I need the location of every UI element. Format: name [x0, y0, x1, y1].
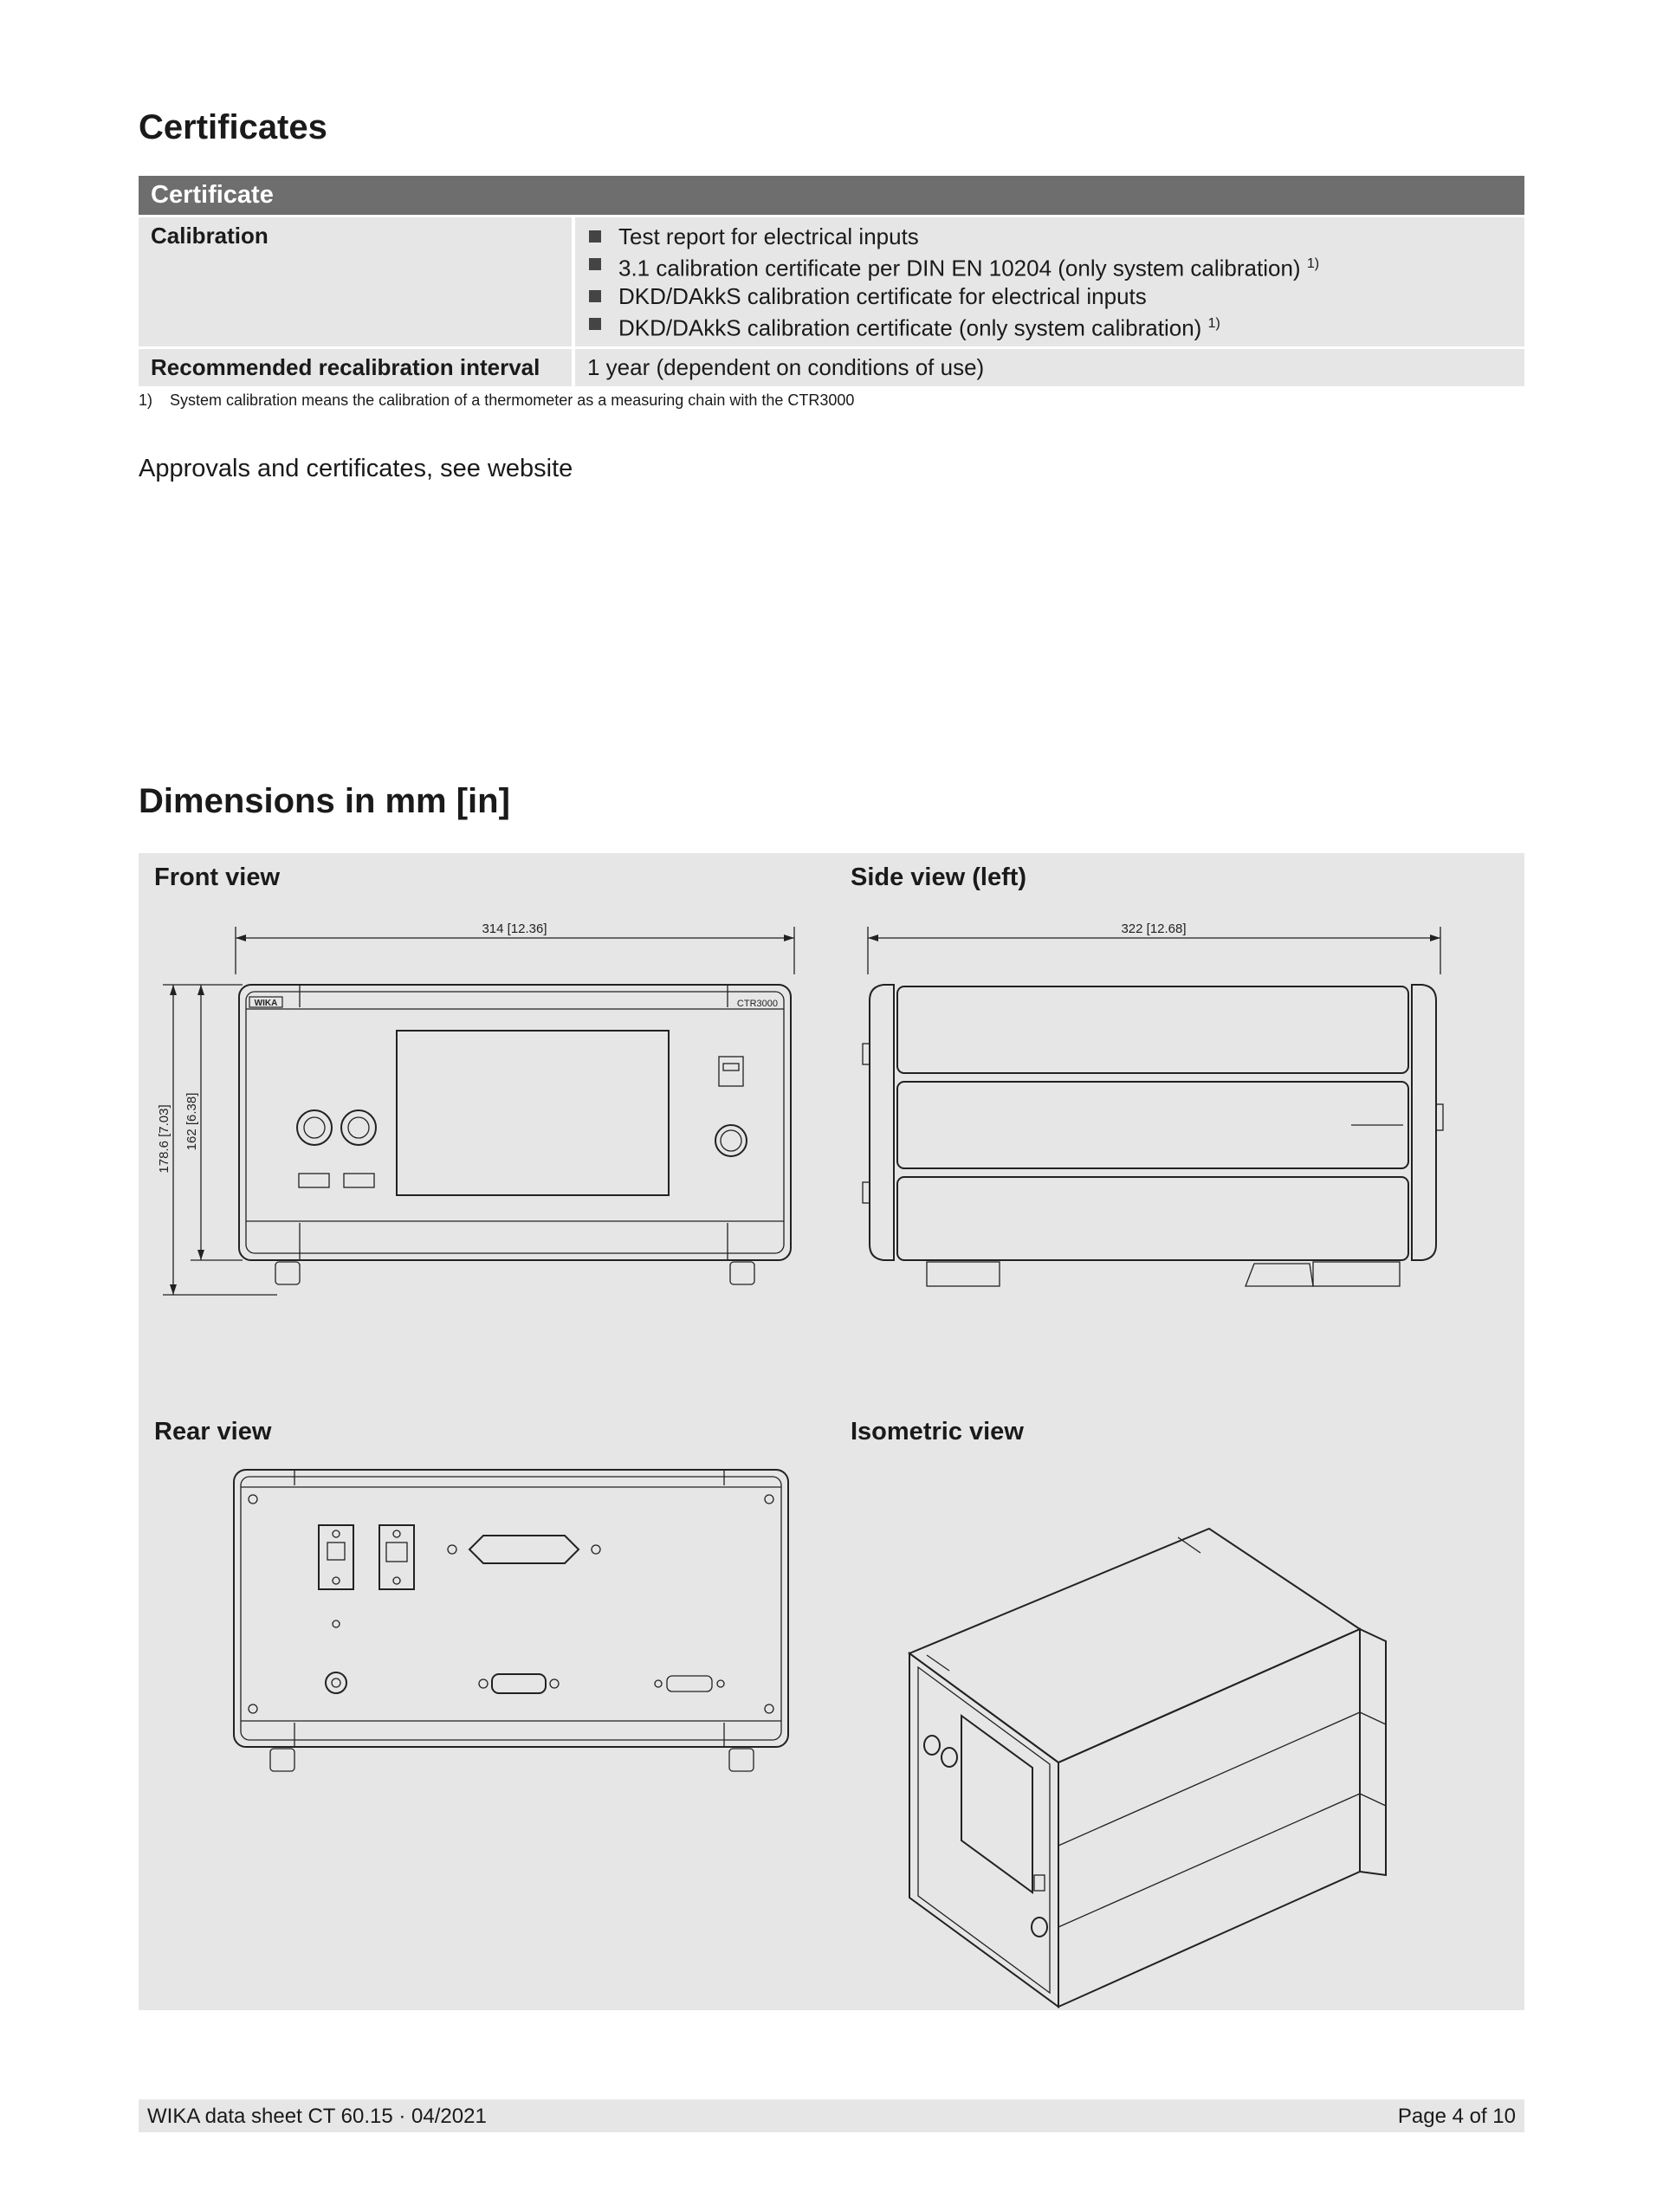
page-number: Page 4 of 10	[1397, 2105, 1516, 2128]
side-view-title: Side view (left)	[851, 863, 1027, 891]
dimensions-heading: Dimensions in mm [in]	[139, 782, 510, 820]
front-model-label: CTR3000	[736, 999, 778, 1009]
front-width-label: 314 [12.36]	[482, 922, 547, 936]
dimensions-panel	[139, 853, 1524, 2010]
list-item: DKD/DAkkS calibration certificate for electrical inputs	[587, 282, 1512, 310]
row-value-recalibration: 1 year (dependent on conditions of use)	[575, 349, 1524, 386]
iso-view-title: Isometric view	[851, 1418, 1024, 1446]
side-depth-label: 322 [12.68]	[1121, 922, 1187, 936]
isometric-view-drawing	[832, 1459, 1524, 2010]
row-label-recalibration: Recommended recalibration interval	[139, 349, 575, 386]
front-brand-logo: WIKA	[254, 999, 278, 1008]
list-item: DKD/DAkkS calibration certificate (only system calibration) $^{1)}$	[587, 310, 1512, 342]
table-row	[139, 217, 1524, 346]
front-view-drawing	[139, 905, 832, 1390]
footer-left: WIKA data sheet CT 60.15 · 04/2021	[147, 2105, 487, 2128]
front-height-inner-label: 162 [6.38]	[184, 1092, 199, 1151]
front-height-outer-label: 178.6 [7.03]	[157, 1104, 171, 1174]
list-item: 3.1 calibration certificate per DIN EN 10204 (only system calibration) $^{1)}$	[587, 250, 1512, 282]
table-header: Certificate	[139, 176, 1524, 215]
list-item: Test report for electrical inputs	[587, 223, 1512, 250]
front-view-title: Front view	[154, 863, 281, 891]
rear-view-title: Rear view	[154, 1418, 272, 1446]
approvals-text: Approvals and certificates, see website	[139, 455, 573, 482]
certificate-table	[139, 173, 1524, 389]
certificates-heading: Certificates	[139, 108, 327, 146]
calibration-options	[575, 217, 1524, 346]
rear-view-drawing	[139, 1459, 832, 1806]
row-label-calibration: Calibration	[139, 217, 575, 346]
side-view-drawing	[832, 905, 1524, 1390]
table-row	[139, 349, 1524, 386]
footnote: 1) System calibration means the calibration of a thermometer as a measuring chain with the CTR3000	[139, 391, 855, 409]
page-footer	[139, 2099, 1524, 2132]
